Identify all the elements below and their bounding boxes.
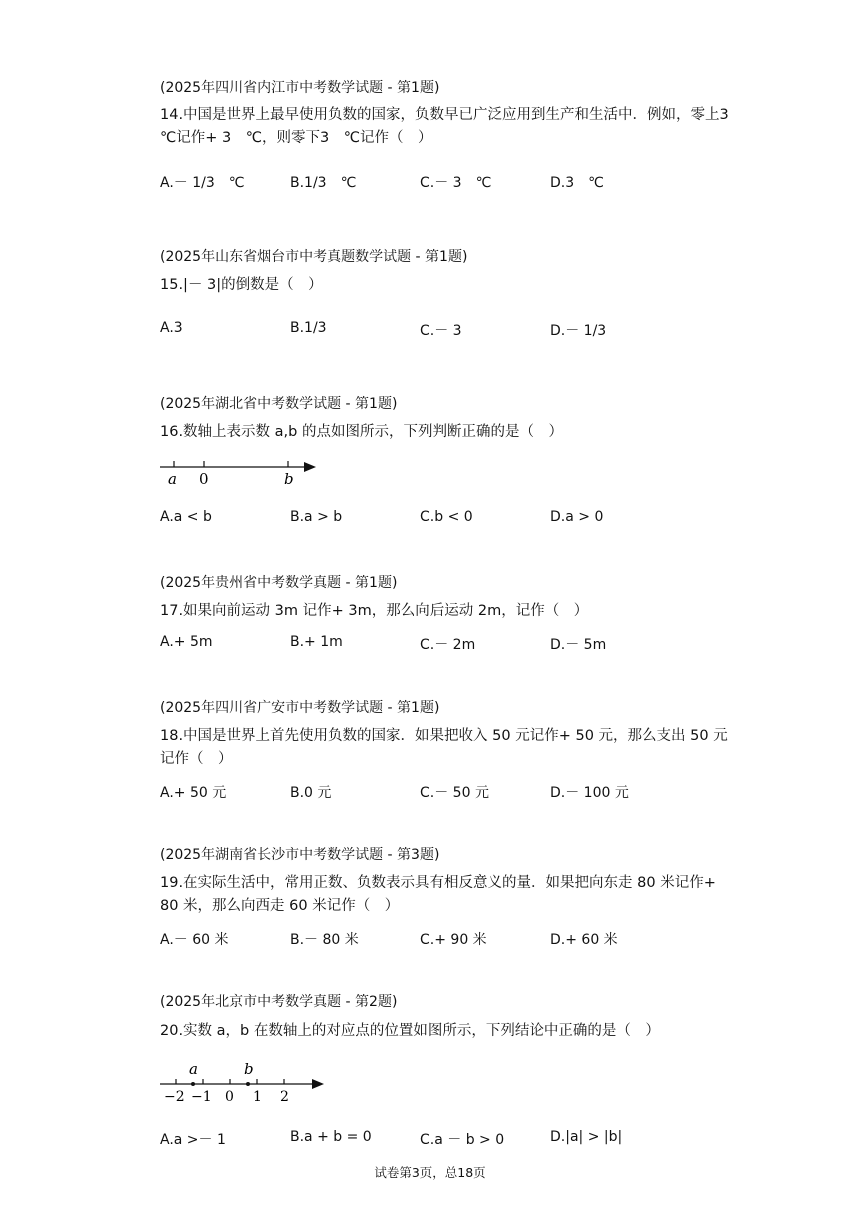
label-0: 0	[199, 470, 209, 488]
option-c[interactable]: C.a － b > 0	[420, 1132, 505, 1148]
option-b[interactable]: B.a + b = 0	[290, 1129, 372, 1145]
option-a[interactable]: A.+ 5m	[160, 634, 213, 650]
option-a[interactable]: A.a >－ 1	[160, 1132, 226, 1148]
question-17-options	[160, 634, 720, 658]
question-17-source: (2025年贵州省中考数学真题 - 第1题)	[160, 575, 398, 591]
question-15-source: (2025年山东省烟台市中考真题数学试题 - 第1题)	[160, 249, 468, 265]
option-b[interactable]: B.1/3	[290, 320, 327, 336]
option-a[interactable]: A.+ 50 元	[160, 785, 227, 801]
page-footer: 试卷第3页，总18页	[374, 1165, 486, 1180]
question-16-options	[160, 509, 720, 533]
label-2: 2	[280, 1089, 289, 1104]
question-19-options	[160, 929, 720, 953]
option-a[interactable]: A.3	[160, 320, 183, 336]
option-d[interactable]: D.|a| > |b|	[550, 1129, 623, 1145]
option-d[interactable]: D.+ 60 米	[550, 932, 618, 948]
option-b[interactable]: B.0 元	[290, 785, 332, 801]
option-c[interactable]: C.b < 0	[420, 509, 473, 525]
question-20-source: (2025年北京市中考数学真题 - 第2题)	[160, 994, 398, 1010]
option-c[interactable]: C.+ 90 米	[420, 932, 487, 948]
label-b: b	[284, 470, 294, 488]
number-line-arrow	[312, 1079, 324, 1089]
option-a[interactable]: A.－ 1/3 ℃	[160, 175, 245, 191]
option-a[interactable]: A.a < b	[160, 509, 212, 525]
question-19-source: (2025年湖南省长沙市中考数学试题 - 第3题)	[160, 847, 440, 863]
option-c[interactable]: C.－ 2m	[420, 637, 476, 653]
number-line-figure-20	[158, 1056, 338, 1104]
option-c[interactable]: C.－ 3 ℃	[420, 175, 492, 191]
option-b[interactable]: B.－ 80 米	[290, 932, 359, 948]
question-18-options	[160, 782, 720, 806]
number-line-arrow	[304, 462, 316, 472]
label-minus-2: −2	[164, 1089, 185, 1104]
option-b[interactable]: B.+ 1m	[290, 634, 343, 650]
option-d[interactable]: D.3 ℃	[550, 175, 604, 191]
question-20-stem: 20.实数 a，b 在数轴上的对应点的位置如图所示，下列结论中正确的是（ ）	[160, 1023, 660, 1039]
label-0: 0	[225, 1089, 234, 1104]
question-19-stem: 19.在实际生活中，常用正数、负数表示具有相反意义的量．如果把向东走 80 米记作+ 80 米，那么向西走 60 米记作（ ）	[160, 875, 716, 914]
label-1: 1	[253, 1089, 262, 1104]
question-15-options	[160, 320, 720, 344]
label-a: a	[168, 470, 177, 488]
option-b[interactable]: B.1/3 ℃	[290, 175, 357, 191]
point-b	[246, 1082, 250, 1086]
question-14-source: (2025年四川省内江市中考数学试题 - 第1题)	[160, 80, 440, 96]
label-a: a	[189, 1060, 198, 1078]
label-minus-1: −1	[191, 1089, 212, 1104]
option-b[interactable]: B.a > b	[290, 509, 343, 525]
question-16-stem: 16.数轴上表示数 a,b 的点如图所示，下列判断正确的是（ ）	[160, 424, 563, 440]
question-18-source: (2025年四川省广安市中考数学试题 - 第1题)	[160, 700, 440, 716]
option-a[interactable]: A.－ 60 米	[160, 932, 229, 948]
question-14-options	[160, 172, 720, 196]
question-16-source: (2025年湖北省中考数学试题 - 第1题)	[160, 396, 398, 412]
option-d[interactable]: D.－ 5m	[550, 637, 607, 653]
option-d[interactable]: D.a > 0	[550, 509, 604, 525]
question-14-stem: 14.中国是世界上最早使用负数的国家，负数早已广泛应用到生产和生活中．例如，零上3 ℃记作+ 3 ℃，则零下3 ℃记作（ ）	[160, 107, 744, 146]
number-line-figure-16	[158, 453, 328, 489]
option-d[interactable]: D.－ 1/3	[550, 323, 607, 339]
question-17-stem: 17.如果向前运动 3m 记作+ 3m，那么向后运动 2m，记作（ ）	[160, 603, 589, 619]
question-15-stem: 15.|－ 3|的倒数是（ ）	[160, 277, 323, 293]
question-20-options	[160, 1129, 720, 1153]
label-b: b	[244, 1060, 254, 1078]
option-c[interactable]: C.－ 50 元	[420, 785, 489, 801]
option-c[interactable]: C.－ 3	[420, 323, 462, 339]
option-d[interactable]: D.－ 100 元	[550, 785, 629, 801]
point-a	[191, 1082, 195, 1086]
question-18-stem: 18.中国是世界上首先使用负数的国家．如果把收入 50 元记作+ 50 元，那么支出 50 元记作（ ）	[160, 728, 728, 767]
